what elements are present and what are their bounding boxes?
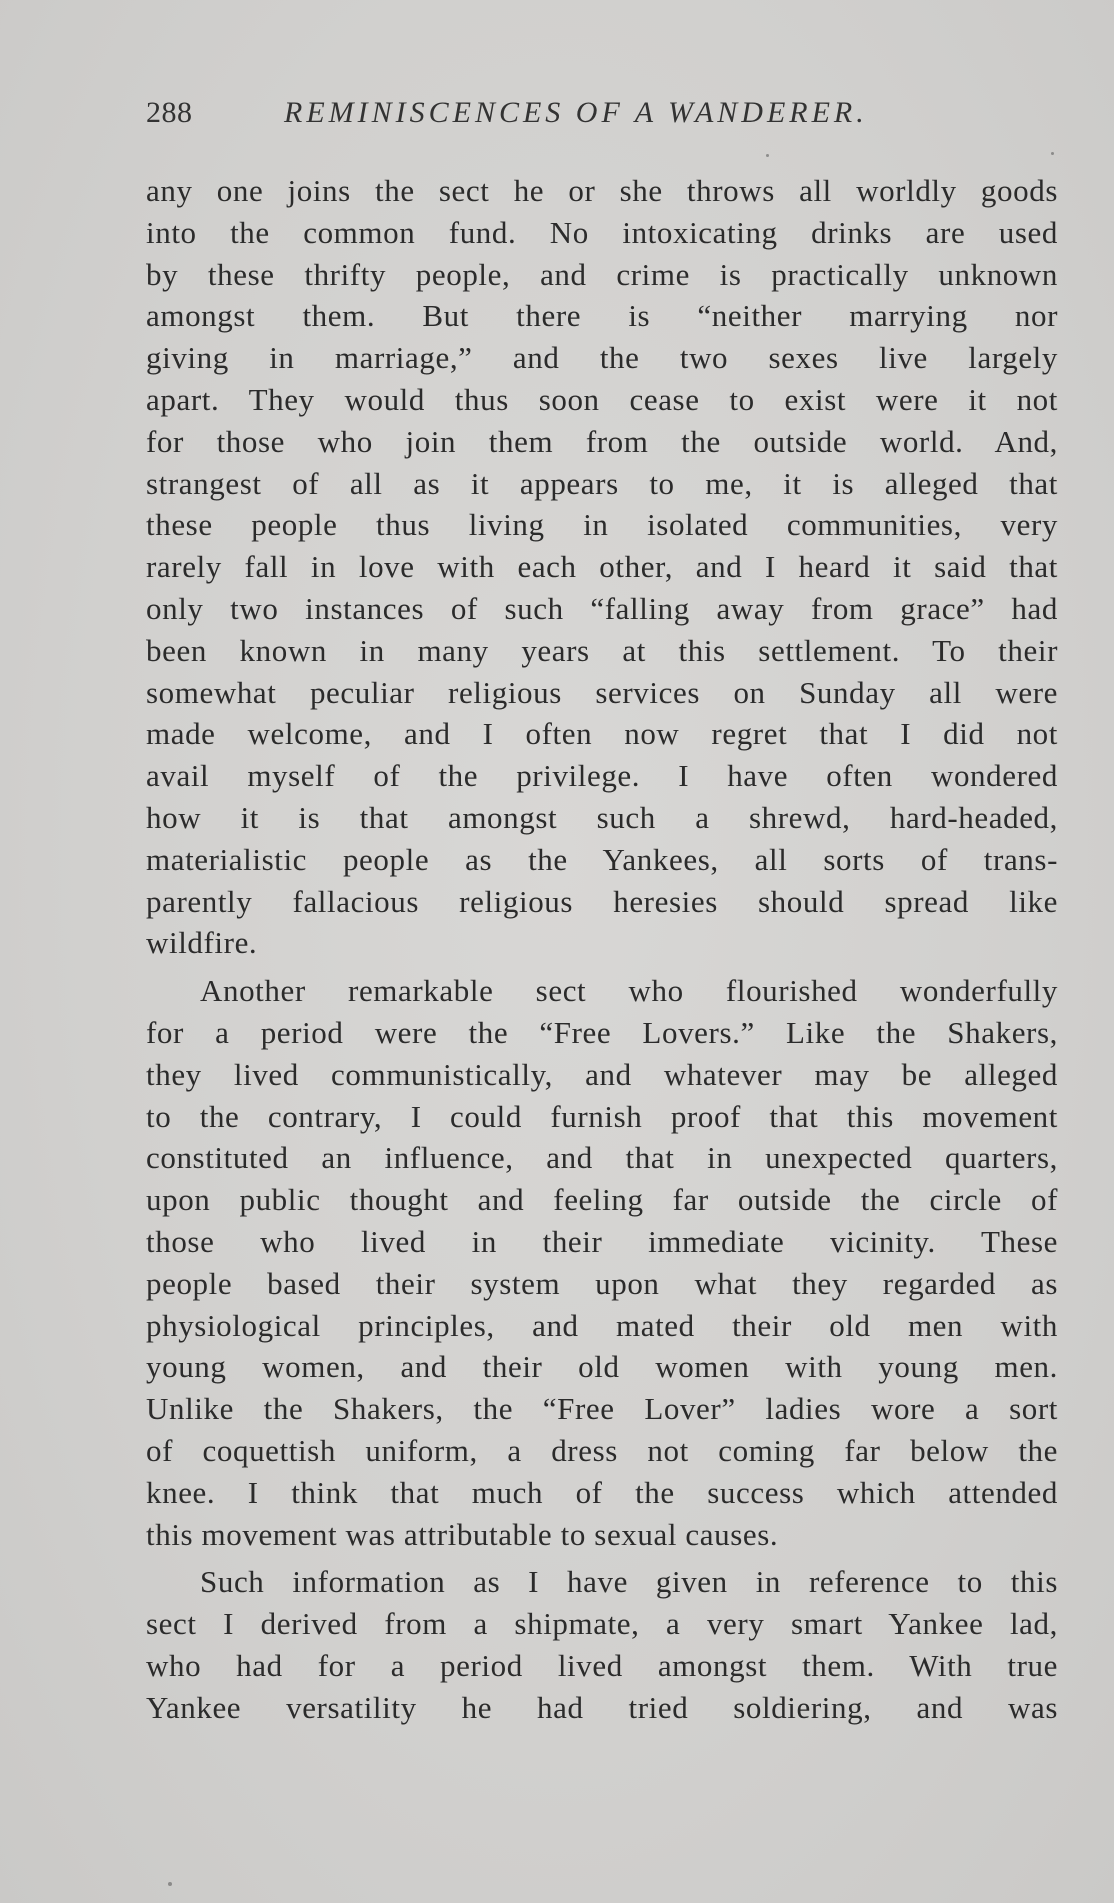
paragraph-2 <box>146 970 1058 1555</box>
text-line: young women, and their old women with young men. <box>146 1349 1058 1385</box>
text-line: parently fallacious religious heresies should spread like <box>146 883 1058 919</box>
text-line: how it is that amongst such a shrewd, hard-headed, <box>146 799 1058 835</box>
text-line: physiological principles, and mated their old men with <box>146 1307 1058 1343</box>
text-line: any one joins the sect he or she throws all worldly goods <box>146 173 1058 208</box>
page-number: 288 <box>146 96 193 129</box>
text-line: who had for a period lived amongst them. With true <box>146 1647 1058 1683</box>
text-line: materialistic people as the Yankees, all sorts of trans- <box>146 841 1058 877</box>
running-title: REMINISCENCES OF A WANDERER. <box>284 96 868 129</box>
text-line: apart. They would thus soon cease to exist were it not <box>146 381 1058 417</box>
text-line: into the common fund. No intoxicating drinks are used <box>146 214 1058 250</box>
paper-speck <box>168 1882 172 1886</box>
text-line: for a period were the “Free Lovers.” Like the Shakers, <box>146 1014 1058 1050</box>
text-line: to the contrary, I could furnish proof that this movement <box>146 1098 1058 1134</box>
text-line: Unlike the Shakers, the “Free Lover” ladies wore a sort <box>146 1391 1058 1427</box>
text-line: constituted an influence, and that in unexpected quarters, <box>146 1140 1058 1176</box>
text-line: giving in marriage,” and the two sexes live largely <box>146 340 1058 376</box>
text-line: strangest of all as it appears to me, it is alleged that <box>146 465 1058 501</box>
text-line: made welcome, and I often now regret that I did not <box>146 716 1058 752</box>
body-text <box>146 170 1058 1728</box>
text-line: avail myself of the privilege. I have often wondered <box>146 758 1058 794</box>
text-line: amongst them. But there is “neither marrying nor <box>146 298 1058 334</box>
paragraph-3 <box>146 1561 1058 1728</box>
paragraph-1 <box>146 170 1058 964</box>
text-line: only two instances of such “falling away from grace” had <box>146 590 1058 626</box>
paper-speck <box>766 154 769 157</box>
text-line: for those who join them from the outside world. And, <box>146 423 1058 459</box>
text-line: those who lived in their immediate vicinity. These <box>146 1223 1058 1259</box>
text-line: knee. I think that much of the success which attended <box>146 1474 1058 1510</box>
text-line: rarely fall in love with each other, and I heard it said that <box>146 549 1058 585</box>
text-line: these people thus living in isolated communities, very <box>146 507 1058 543</box>
text-line: wildfire. <box>146 925 258 961</box>
text-line: of coquettish uniform, a dress not coming far below the <box>146 1432 1058 1468</box>
text-line: Yankee versatility he had tried soldiering, and was <box>146 1689 1058 1725</box>
text-line: people based their system upon what they regarded as <box>146 1265 1058 1301</box>
text-line: been known in many years at this settlement. To their <box>146 632 1058 668</box>
text-line: they lived communistically, and whatever may be alleged <box>146 1056 1058 1092</box>
text-line: by these thrifty people, and crime is practically unknown <box>146 256 1058 292</box>
paper-speck <box>1051 152 1054 155</box>
page-header <box>146 96 946 136</box>
text-line: Such information as I have given in reference to this <box>200 1564 1058 1600</box>
text-line: upon public thought and feeling far outside the circle of <box>146 1182 1058 1218</box>
text-line: somewhat peculiar religious services on Sunday all were <box>146 674 1058 710</box>
text-line: this movement was attributable to sexual causes. <box>146 1516 779 1552</box>
text-line: sect I derived from a shipmate, a very smart Yankee lad, <box>146 1606 1058 1642</box>
text-line: Another remarkable sect who flourished wonderfully <box>200 973 1058 1009</box>
